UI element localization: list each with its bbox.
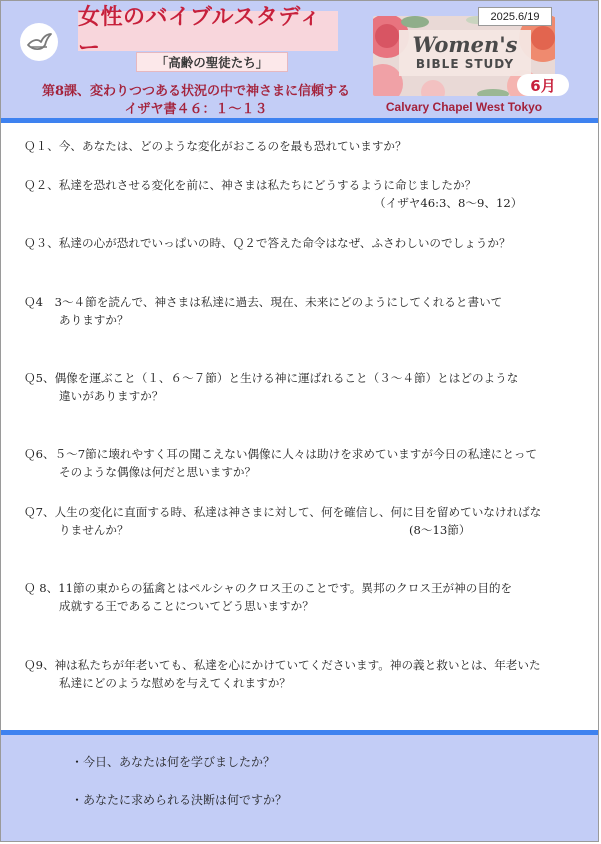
question-8-text: Ｑ 8、11節の東からの猛禽とはペルシャのクロス王のことです。異邦のクロス王が神の目的を	[24, 581, 513, 595]
question-5-continuation: 違いがありますか？	[59, 389, 164, 403]
lesson-scripture: イザヤ書４６：１〜１３	[124, 102, 268, 117]
review-question-2: ・あなたに求められる決断は何ですか？	[71, 793, 288, 807]
page-title: 女性のバイブルスタディー	[78, 5, 322, 61]
question-3-text: Ｑ３、私達の心が恐れでいっぱいの時、Ｑ２で答えた命令はなぜ、ふさわしいのでしょうか？	[24, 236, 511, 250]
question-8	[24, 579, 574, 615]
question-6-text: Ｑ6、５〜7節に壊れやすく耳の聞こえない偶像に人々は助けを求めていますが今日の私達にとって	[24, 447, 538, 461]
question-2	[24, 176, 574, 210]
question-4	[24, 293, 574, 329]
question-7-reference: (8〜13節）	[409, 523, 471, 537]
church-logo	[20, 23, 58, 61]
dove-icon	[25, 31, 53, 53]
date-label: 2025.6/19	[478, 7, 552, 26]
review-question-1: ・今日、あなたは何を学びましたか？	[71, 755, 276, 769]
question-1	[24, 137, 574, 155]
question-5-text: Ｑ5、偶像を運ぶこと（１、６〜７節）と生ける神に運ばれること（３〜４節）とはどのような	[24, 371, 519, 385]
question-7-continuation: りませんか？	[59, 523, 129, 537]
question-6	[24, 445, 574, 481]
question-9	[24, 656, 574, 692]
banner-womens: Women's	[412, 32, 518, 57]
question-2-reference: （イザヤ46:3、8〜9、12）	[374, 196, 523, 210]
question-7	[24, 503, 574, 539]
question-9-text: Ｑ9、神は私たちが年老いても、私達を心にかけていてくださいます。神の義と救いとは、年老いた	[24, 658, 541, 672]
subtitle-box	[136, 52, 288, 72]
question-9-continuation: 私達にどのような慰めを与えてくれますか？	[59, 676, 291, 690]
question-5	[24, 369, 574, 405]
question-6-continuation: そのような偶像は何だと思いますか？	[59, 465, 257, 479]
footer-panel	[1, 735, 598, 842]
question-4-text: Ｑ4 3〜４節を読んで、神さまは私達に過去、現在、未来にどのようにしてくれると書いて	[24, 295, 503, 309]
header-divider	[1, 118, 598, 123]
question-2-text: Ｑ２、私達を恐れさせる変化を前に、神さまは私たちにどうするように命じましたか？	[24, 178, 477, 192]
question-3	[24, 234, 574, 252]
church-name: Calvary Chapel West Tokyo	[385, 100, 543, 114]
question-1-text: Ｑ１、今、あなたは、どのような変化がおこるのを最も恐れていますか？	[24, 139, 407, 153]
banner-card	[399, 30, 531, 76]
question-8-continuation: 成就する王であることについてどう思いますか？	[59, 599, 314, 613]
page-subtitle: 「高齢の聖徒たち」	[155, 55, 269, 70]
question-4-continuation: ありますか？	[59, 313, 129, 327]
question-7-text: Ｑ7、人生の変化に直面する時、私達は神さまに対して、何を確信し、何に目を留めていなければな	[24, 505, 542, 519]
header-panel	[1, 1, 598, 118]
lesson-title: 第8課、変わりつつある状況の中で神さまに信頼する	[41, 84, 351, 99]
month-badge: 6月	[517, 74, 569, 96]
banner-bible-study: BIBLE STUDY	[415, 57, 515, 71]
title-box	[78, 5, 338, 61]
